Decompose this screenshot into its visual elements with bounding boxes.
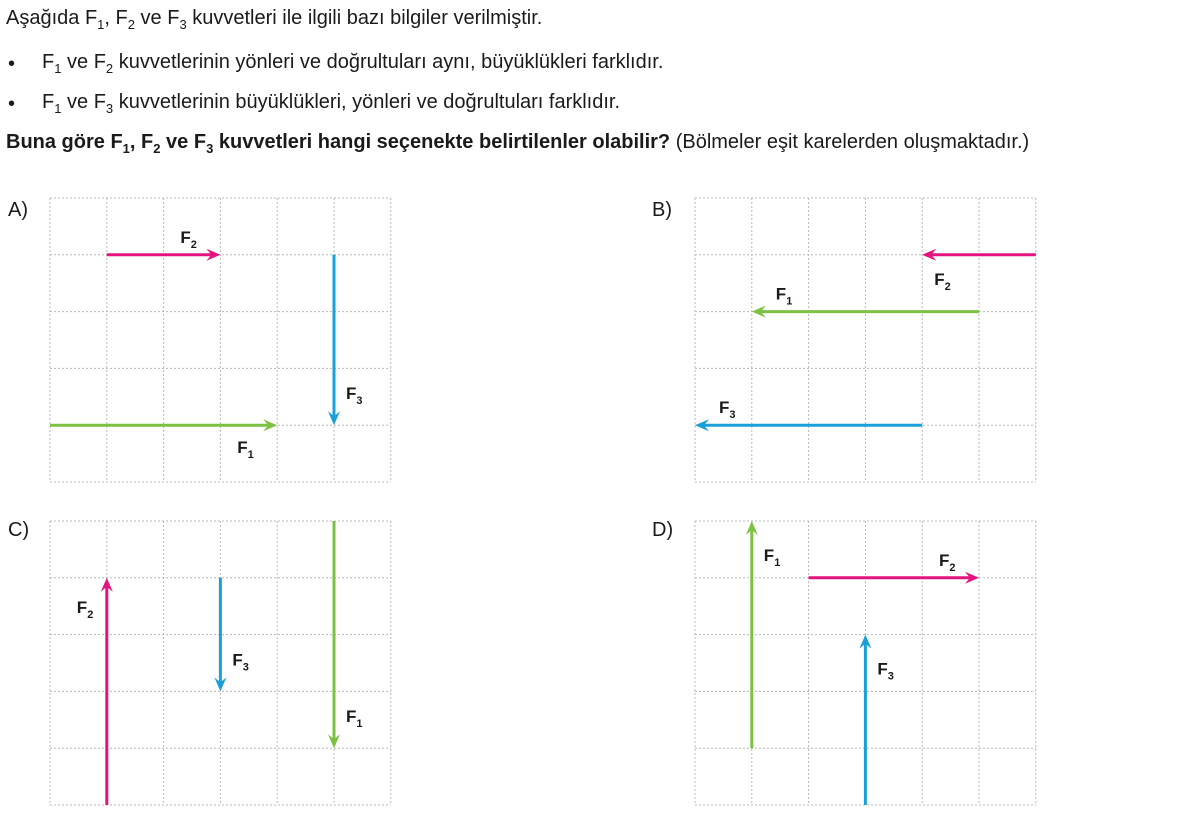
option-label-d[interactable]: D) [652, 519, 674, 541]
option-label-a[interactable]: A) [8, 199, 28, 221]
question-text: Buna göre $F_1$, $F_2$ ve $F_3$ kuvvetleri hangi seçenekte belirtilenler olabilir? (Bölmeler eşit karelerden oluşmaktadır.) [6, 131, 1030, 156]
grid-lines [695, 198, 1036, 482]
question-note: (Bölmeler eşit karelerden oluşmaktadır.) [670, 131, 1030, 153]
option-d-label-f3: $F_3$ [877, 659, 894, 683]
bullet-icon: • [8, 93, 16, 115]
option-b-label-f2: $F_2$ [934, 269, 951, 293]
option-c-label-f3: $F_3$ [232, 650, 249, 674]
option-c-grid[interactable] [50, 521, 391, 805]
option-c-vector-f3 [214, 578, 226, 692]
grid-lines [50, 198, 391, 482]
option-d-grid[interactable] [695, 521, 1036, 805]
option-label-c[interactable]: C) [8, 519, 30, 541]
option-a-label-f3: $F_3$ [346, 384, 363, 408]
option-a-grid[interactable] [50, 198, 391, 482]
option-b-label-f1: $F_1$ [775, 284, 793, 308]
option-c-label-f1: $F_1$ [346, 707, 363, 731]
intro-text: Aşağıda $F_1$, $F_2$ ve $F_3$ kuvvetleri ile ilgili bazı bilgiler verilmiştir. [6, 7, 543, 32]
option-a-label-f2: $F_2$ [180, 227, 197, 251]
option-b-label-f3: $F_3$ [719, 398, 736, 422]
option-d-vector-f3 [859, 635, 871, 805]
option-c-label-f2: $F_2$ [76, 597, 94, 621]
option-a-label-f1: $F_1$ [237, 438, 254, 462]
bullet-item: $F_1$ ve $F_2$ kuvvetlerinin yönleri ve doğrultuları aynı, büyüklükleri farklıdır. [42, 51, 664, 76]
option-d-label-f2: $F_2$ [939, 550, 956, 574]
option-a-vector-f3 [328, 255, 340, 425]
bullet-icon: • [8, 53, 16, 75]
option-label-b[interactable]: B) [652, 199, 672, 221]
option-d-label-f1: $F_1$ [763, 546, 781, 569]
option-b-grid[interactable] [695, 198, 1036, 482]
bullet-item: $F_1$ ve $F_3$ kuvvetlerinin büyüklükleri, yönleri ve doğrultuları farklıdır. [42, 91, 621, 116]
option-a-vector-f1 [50, 419, 277, 431]
